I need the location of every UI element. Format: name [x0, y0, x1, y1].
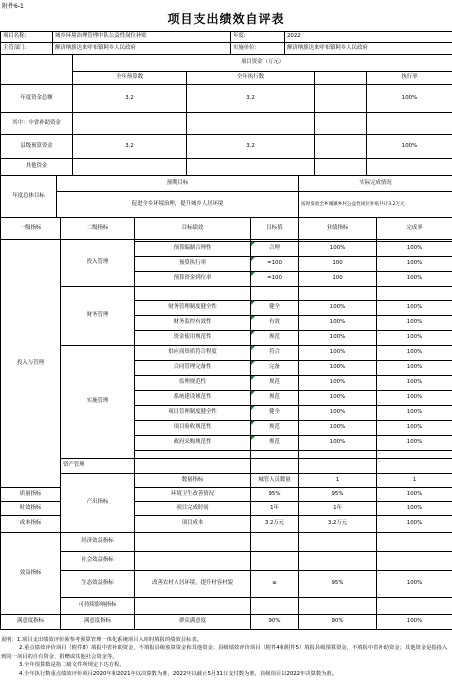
l1-output: 产出指标 [61, 474, 135, 533]
goals-expected: 促进全乡环境治理，提升城乡人居环境 [57, 192, 299, 218]
impl-value: 额济纳旗达来呼布镇阿乡人民政府 [285, 43, 452, 55]
indicator-actual: 100% [299, 391, 377, 406]
indicator-rate: 100% [377, 242, 452, 257]
spacer-cell [251, 598, 299, 615]
spacer-cell [135, 552, 251, 571]
attachment-label: 附件6-1 [2, 3, 24, 10]
l2-satisfaction: 满意度指标 [61, 615, 135, 630]
indicator-rate: 100% [377, 516, 452, 533]
spacer-cell [377, 287, 452, 301]
spacer-cell [377, 451, 452, 459]
indicator-actual: 100% [299, 406, 377, 421]
col-gap [315, 72, 367, 85]
spacer-cell [135, 287, 251, 301]
indicator-name: 群众满意度 [135, 615, 251, 630]
l1-satisfaction: 满意度指标 [1, 615, 61, 630]
l2-cost: 成本指标 [1, 516, 61, 533]
indicator-target: 规范 [251, 436, 299, 451]
l1-benefit: 效益指标 [1, 533, 61, 615]
spacer-cell [299, 598, 377, 615]
spacer-cell [299, 533, 377, 552]
spacer-cell [377, 459, 452, 474]
fund-row-rate [367, 113, 452, 135]
indicator-name: 城管人员数量 [251, 474, 299, 488]
l2-quantity: 数量指标 [135, 474, 251, 488]
indicators-table [0, 217, 452, 630]
fund-row-label: 其中：中省补助资金 [1, 113, 73, 135]
funds-corner-cell [1, 55, 73, 72]
l2-finance-mgmt: 财务管理 [61, 287, 135, 346]
header-actual: 业绩指标 [299, 218, 377, 240]
fund-row-label: 其他资金 [1, 159, 73, 176]
indicator-target: =100 [251, 272, 299, 287]
indicator-target: 有效 [251, 316, 299, 331]
fund-row-budget: 3.2 [73, 135, 187, 159]
l2-quality: 质量指标 [1, 488, 61, 502]
indicator-name: 项目验收规范性 [135, 421, 251, 436]
fund-row-rate [367, 159, 452, 176]
indicator-name: 系统建设规范性 [135, 391, 251, 406]
spacer-cell [299, 451, 377, 459]
spacer-cell [377, 533, 452, 552]
indicator-actual: 3.2万元 [299, 516, 377, 533]
indicator-rate: 100% [377, 361, 452, 376]
indicator-rate: 100% [377, 272, 452, 287]
col-exec: 全年执行数 [187, 72, 315, 85]
indicator-actual: 100% [299, 421, 377, 436]
indicator-target: =100 [251, 257, 299, 272]
spacer-cell [251, 552, 299, 571]
note-line: 3.全年预算数是指二级文件所规定下达方程。 [19, 662, 125, 669]
indicator-actual: 1 [377, 474, 452, 488]
fund-row-gap [315, 113, 367, 135]
goals-actual-header: 实际完成情况 [299, 176, 452, 192]
indicator-name: 预算编制合理性 [135, 242, 251, 257]
dept-value: 额济纳旗达来呼布镇阿乡人民政府 [53, 43, 231, 55]
indicator-rate: 100% [377, 488, 452, 502]
indicator-target: 符合 [251, 346, 299, 361]
spacer-cell [377, 552, 452, 571]
indicator-actual: 100% [299, 361, 377, 376]
spacer-cell [251, 287, 299, 301]
note-line: 4.全年执行数重点绩效评价项目2020年和2021年以决算数为准，2022年以截止5月31日支付数为准，县级项目以2022年决算数为准。 [19, 670, 338, 677]
spacer-cell [377, 598, 452, 615]
indicator-target: 健全 [251, 406, 299, 421]
indicator-target: 合理 [251, 242, 299, 257]
goals-actual: 按时发放全乡城镇乡村公益性岗位补贴共计3.2万元 [299, 192, 452, 218]
impl-label: 实施单位: [231, 43, 285, 55]
indicator-name: 财务监控有效性 [135, 316, 251, 331]
col-rate: 执行率 [367, 72, 452, 85]
indicator-rate: 100% [377, 346, 452, 361]
indicator-name: 项目成本 [135, 516, 251, 533]
indicator-rate: 100% [377, 421, 452, 436]
indicator-name: 财务管理制度健全性 [135, 301, 251, 316]
spacer-cell [135, 459, 251, 474]
indicator-rate: 100% [377, 436, 452, 451]
header-l2: 二级指标 [61, 218, 135, 240]
fund-row-budget [73, 159, 187, 176]
indicator-target: 规范 [251, 421, 299, 436]
indicator-target: 健全 [251, 301, 299, 316]
indicator-target: ≥ [251, 571, 299, 598]
spacer-cell [251, 451, 299, 459]
project-name-label: 项目名称: [1, 32, 53, 43]
spacer-cell [251, 533, 299, 552]
goals-label: 年度总体目标 [1, 176, 57, 218]
spacer-cell [299, 287, 377, 301]
note-line: 说明：1.项目支出绩效评价须参考预算管理一体化系统项目入库时填报的绩效目标表。 [1, 637, 203, 643]
fund-row-rate: 100% [367, 135, 452, 159]
indicator-name: 监理规范性 [135, 376, 251, 391]
indicator-actual: 100 [299, 257, 377, 272]
dept-label: 主管部门: [1, 43, 53, 55]
indicator-name: 合同管理完备性 [135, 361, 251, 376]
spacer-cell [299, 459, 377, 474]
indicator-target: 完备 [251, 361, 299, 376]
funds-table [0, 54, 452, 176]
fund-row-budget [73, 113, 187, 135]
l2-impl-mgmt: 实施管理 [61, 346, 135, 459]
indicator-rate: 100% [377, 406, 452, 421]
goals-table [0, 175, 452, 218]
indicator-target: 规范 [251, 376, 299, 391]
indicator-target: 规范 [251, 331, 299, 346]
info-table [0, 31, 452, 55]
indicator-name: 预算执行率 [135, 257, 251, 272]
indicator-target: 1年 [251, 502, 299, 516]
indicator-target: 90% [251, 615, 299, 630]
fund-row-exec: 3.2 [187, 135, 315, 159]
l2-social: 社会效益指标 [61, 552, 135, 571]
indicator-actual: 100% [299, 242, 377, 257]
indicator-target: 95% [251, 488, 299, 502]
fund-row-exec [187, 159, 315, 176]
indicator-rate: 100% [377, 615, 452, 630]
indicator-actual: 1年 [299, 502, 377, 516]
indicator-name: 项目管理制度健全性 [135, 406, 251, 421]
notes [0, 636, 452, 678]
indicator-rate: 100% [377, 331, 452, 346]
indicator-target: 1 [299, 474, 377, 488]
indicator-rate: 100% [377, 257, 452, 272]
indicator-actual: 95% [299, 571, 377, 598]
fund-row-exec [187, 113, 315, 135]
indicator-name: 改善农村人居环境，提升村容村貌 [135, 571, 251, 598]
l2-input-mgmt: 投入管理 [61, 240, 135, 287]
l2-timeliness: 时效指标 [1, 502, 61, 516]
indicator-name: 项目完成时间 [135, 502, 251, 516]
fund-row-gap [315, 135, 367, 159]
indicator-name: 预算资金到位率 [135, 272, 251, 287]
fund-row-exec: 3.2 [187, 85, 315, 113]
spacer-cell [135, 533, 251, 552]
spacer-cell [135, 598, 251, 615]
indicator-name: 资金使用规范性 [135, 331, 251, 346]
header-target: 目标值 [251, 218, 299, 240]
page-title: 项目支出绩效自评表 [167, 12, 285, 26]
indicator-actual: 100 [299, 272, 377, 287]
fund-row-gap [315, 159, 367, 176]
l2-eco: 生态效益指标 [61, 571, 135, 598]
indicator-actual: 100% [299, 436, 377, 451]
spacer-cell [299, 552, 377, 571]
fund-row-budget: 3.2 [73, 85, 187, 113]
indicator-rate: 100% [377, 376, 452, 391]
indicator-actual: 100% [299, 331, 377, 346]
fund-row-label: 县级预算资金 [1, 135, 73, 159]
year-label: 年度: [231, 32, 285, 43]
indicator-name: 供应商资质符合程度 [135, 346, 251, 361]
col-budget: 全年预算数 [73, 72, 187, 85]
note-line: 2.重点绩效评价项目（附件8）填报中省补助资金，不填报县级预算资金和其他资金；县级绩效评价项目（附件4和附件5）填报县级预算资金，不填报中省补助资金；其他资金是指投入到同一项目的自有资金、捐赠或其他社会资金等。 [1, 645, 448, 660]
indicator-actual: 90% [299, 615, 377, 630]
year-value: 2022 [285, 32, 452, 43]
spacer-cell [135, 451, 251, 459]
l2-economic: 经济效益指标 [61, 533, 135, 552]
indicator-target: 3.2万元 [251, 516, 299, 533]
funds-corner-cell-2 [1, 72, 73, 85]
l2-asset-mgmt: 资产管理 [61, 459, 135, 474]
funds-header: 项目资金（万元） [73, 55, 452, 72]
fund-row-gap [315, 85, 367, 113]
indicator-rate: 100% [377, 571, 452, 598]
indicator-rate: 100% [377, 391, 452, 406]
l1-input: 投入与管理 [1, 240, 61, 488]
header-name: 目标绩效 [135, 218, 251, 240]
indicator-name: 环境卫生改善情况 [135, 488, 251, 502]
fund-row-label: 年度资金总额 [1, 85, 73, 113]
indicator-actual: 100% [299, 316, 377, 331]
goals-expected-header: 预期目标 [57, 176, 299, 192]
project-name-value: 城乡环境治理管理中队公益性岗位补贴 [53, 32, 231, 43]
indicator-rate: 100% [377, 316, 452, 331]
indicator-actual: 100% [299, 301, 377, 316]
header-rate: 完成率 [377, 218, 452, 240]
indicator-name: 政府采购规范性 [135, 436, 251, 451]
indicator-actual: 95% [299, 488, 377, 502]
l2-sustain: 可持续影响指标 [61, 598, 135, 615]
indicator-rate: 100% [377, 502, 452, 516]
indicator-actual: 100% [299, 346, 377, 361]
header-l1: 一级指标 [1, 218, 61, 240]
spacer-cell [251, 459, 299, 474]
fund-row-rate: 100% [367, 85, 452, 113]
indicator-actual: 100% [299, 376, 377, 391]
indicator-target: 规范 [251, 391, 299, 406]
indicator-rate: 100% [377, 301, 452, 316]
